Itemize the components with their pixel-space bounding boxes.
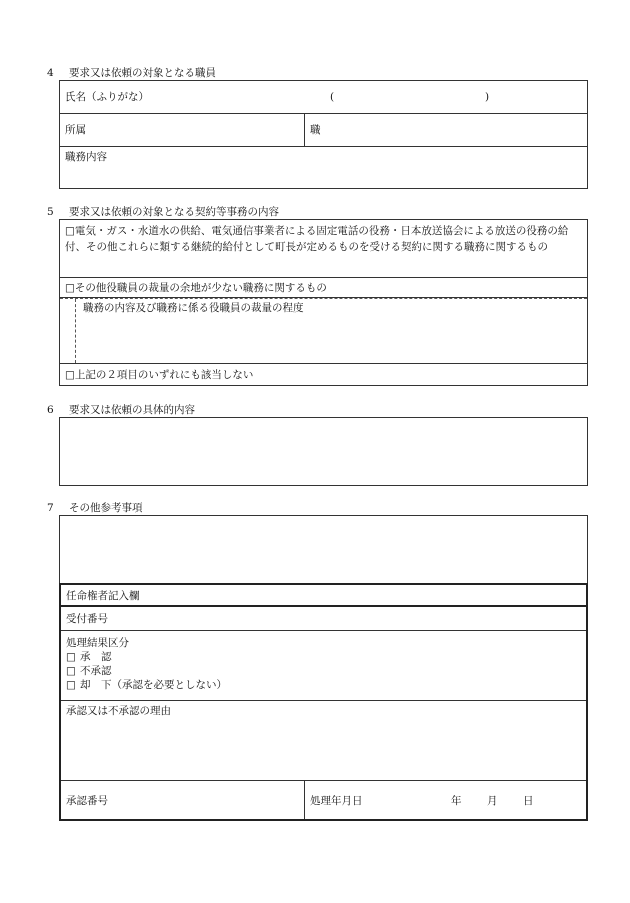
section-7-heading bbox=[47, 501, 143, 515]
affiliation-label: 所属 bbox=[65, 124, 86, 136]
section-7-title: その他参考事項 bbox=[69, 502, 143, 514]
contract-option-2-row bbox=[60, 278, 587, 298]
section-6-title: 要求又は依頼の具体的内容 bbox=[69, 404, 195, 416]
request-content-box bbox=[59, 417, 588, 486]
reason-label: 承認又は不承認の理由 bbox=[66, 705, 171, 717]
contract-option-3: □上記の２項目のいずれにも該当しない bbox=[65, 369, 254, 381]
section-4-heading bbox=[47, 66, 216, 80]
name-paren-close: ) bbox=[485, 91, 490, 103]
section-6-number: 6 bbox=[47, 404, 54, 416]
contract-option-2-detail-row bbox=[60, 298, 587, 364]
approve-checkbox[interactable]: □ bbox=[66, 651, 76, 663]
approval-divider bbox=[304, 781, 305, 819]
result-label: 処理結果区分 bbox=[66, 637, 129, 649]
staff-table bbox=[59, 80, 588, 189]
contract-table bbox=[59, 219, 588, 386]
approval-row bbox=[61, 781, 586, 819]
date-day: 日 bbox=[523, 795, 534, 807]
contract-option-3-row bbox=[60, 364, 587, 385]
contract-option-2-detail-box bbox=[75, 299, 587, 363]
date-month: 月 bbox=[487, 795, 498, 807]
dismiss-checkbox[interactable]: □ bbox=[66, 679, 76, 691]
affiliation-divider bbox=[304, 114, 305, 146]
section-6-heading bbox=[47, 403, 195, 417]
receipt-row bbox=[61, 607, 586, 631]
name-row bbox=[60, 81, 587, 114]
section-5-heading bbox=[47, 205, 279, 219]
section-4-number: 4 bbox=[47, 67, 54, 79]
name-label: 氏名（ふりがな） bbox=[65, 91, 149, 103]
date-year: 年 bbox=[451, 795, 462, 807]
result-row bbox=[61, 631, 586, 701]
post-label: 職 bbox=[310, 124, 321, 136]
affiliation-row bbox=[60, 114, 587, 147]
section-5-title: 要求又は依頼の対象となる契約等事務の内容 bbox=[69, 206, 279, 218]
reject-checkbox[interactable]: □ bbox=[66, 665, 76, 677]
process-date-label: 処理年月日 bbox=[310, 795, 363, 807]
reason-row bbox=[61, 701, 586, 781]
section-5-number: 5 bbox=[47, 206, 54, 218]
result-dismiss: □ 却 下（承認を必要としない） bbox=[66, 679, 227, 691]
authority-title: 任命権者記入欄 bbox=[66, 590, 140, 602]
contract-option-1-row bbox=[60, 220, 587, 278]
contract-option-1: □電気・ガス・水道水の供給、電気通信事業者による固定電話の役務・日本放送協会による放送の役務の給付、その他これらに類する継続的給付として町長が定めるものを受ける契約に関する職務に関するもの bbox=[65, 225, 569, 253]
section-7-number: 7 bbox=[47, 502, 54, 514]
duties-row bbox=[60, 147, 587, 188]
contract-option-2-detail-label: 職務の内容及び職務に係る役職員の裁量の程度 bbox=[83, 302, 304, 314]
section-4-title: 要求又は依頼の対象となる職員 bbox=[69, 67, 216, 79]
duties-label: 職務内容 bbox=[65, 151, 107, 163]
result-approve: □ 承 認 bbox=[66, 651, 112, 663]
approval-number-label: 承認番号 bbox=[66, 795, 108, 807]
reference-box bbox=[59, 515, 588, 585]
authority-table bbox=[59, 607, 588, 821]
authority-title-row bbox=[59, 583, 588, 607]
result-reject: □ 不承認 bbox=[66, 665, 112, 677]
contract-option-2: □その他役職員の裁量の余地が少ない職務に関するもの bbox=[65, 282, 327, 294]
name-paren-open: ( bbox=[330, 91, 335, 103]
receipt-label: 受付番号 bbox=[66, 613, 108, 625]
